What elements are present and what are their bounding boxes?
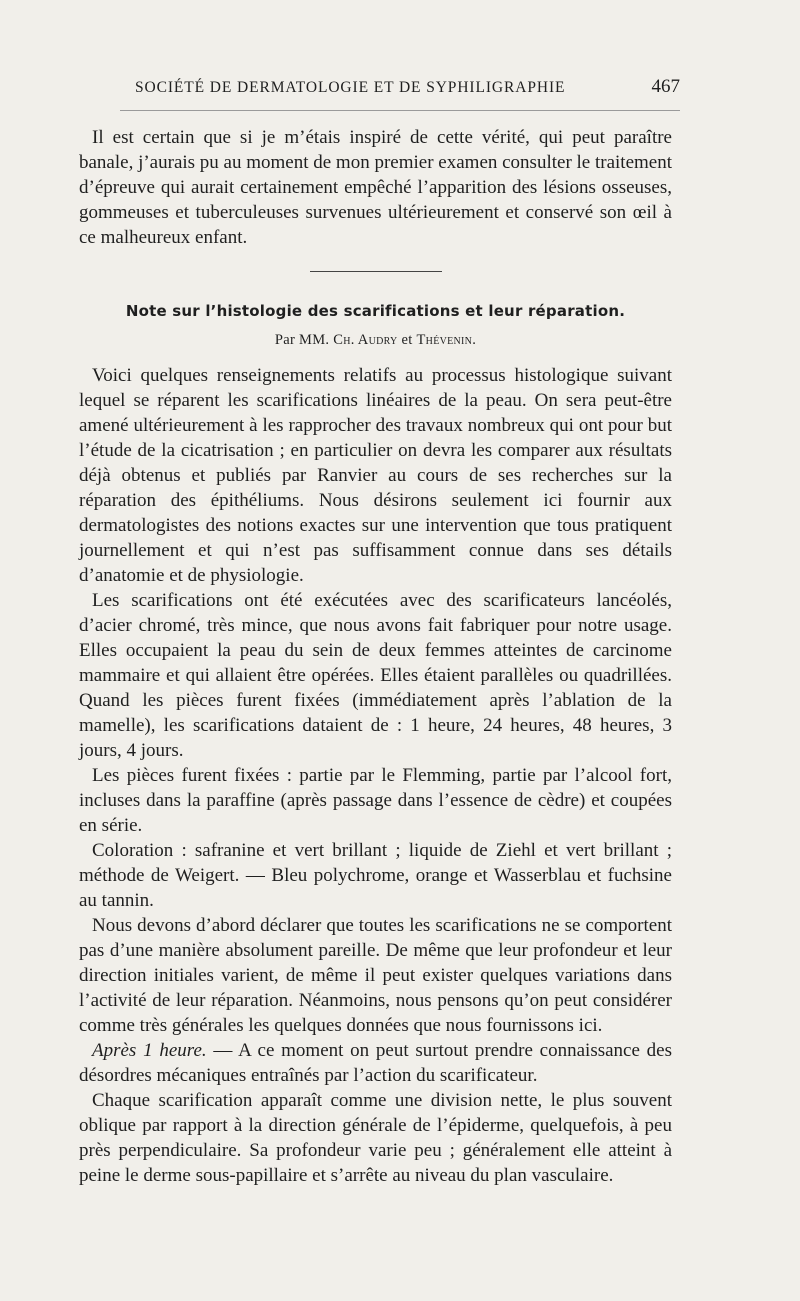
page-body [79, 125, 672, 1188]
after-1-hour-paragraph [79, 1038, 672, 1088]
final-paragraph: Chaque scarification apparaît comme une division nette, le plus souvent oblique par rapport à la direction générale de l’épiderme, quelquefois, à peu près perpendiculaire. Sa profondeur varie peu ; généralement elle atteint à peine le derme sous-papillaire et s’arrête au niveau du plan vasculaire. [79, 1090, 672, 1186]
page-number: 467 [651, 76, 680, 97]
body-paragraph: Nous devons d’abord déclarer que toutes les scarifications ne se comportent pas d’une manière absolument pareille. De même que leur profondeur et leur direction initiales varient, de même il peut exister quelques variations dans l’activité de leur réparation. Néanmoins, nous pensons qu’on peut considérer comme très générales les quelques données que nous fournissons ici. [79, 915, 672, 1036]
article-authors [79, 328, 672, 353]
body-paragraph: Les scarifications ont été exécutées avec des scarificateurs lancéolés, d’acier chromé, très mince, que nous avons fait fabriquer pour notre usage. Elles occupaient la peau du sein de deux femmes atteintes de carcinome mammaire et qui allaient être opérées. Elles étaient parallèles ou quadrillées. Quand les pièces furent fixées (immédiatement après l’ablation de la mamelle), les scarifications dataient de : 1 heure, 24 heures, 48 heures, 3 jours, 4 jours. [79, 590, 672, 761]
running-title: SOCIÉTÉ DE DERMATOLOGIE ET DE SYPHILIGRAPHIE [135, 79, 566, 96]
running-header [135, 76, 680, 98]
intro-paragraph: Il est certain que si je m’étais inspiré de cette vérité, qui peut paraître banale, j’aurais pu au moment de mon premier examen consulter le traitement d’épreuve qui aurait certainement empêché l’apparition des lésions osseuses, gommeuses et tuberculeuses survenues ultérieurement et conservé son œil à ce malheureux enfant. [79, 127, 672, 248]
body-paragraph: Voici quelques renseignements relatifs au processus histologique suivant lequel se réparent les scarifications linéaires de la peau. On sera peut-être amené ultérieurement à les rapprocher des travaux nombreux qui ont pour but l’étude de la cicatrisation ; en particulier on devra les comparer aux résultats déjà obtenus et publiés par Ranvier au cours de ses recherches sur la réparation des épithéliums. Nous désirons seulement ici fournir aux dermatologistes des notions exactes sur une intervention que tous pratiquent journellement et qui n’est pas suffisamment connue dans ses détails d’anatomie et de physiologie. [79, 365, 672, 586]
section-separator [310, 271, 442, 272]
body-paragraph: Les pièces furent fixées : partie par le Flemming, partie par l’alcool fort, incluses dans la paraffine (après passage dans l’essence de cèdre) et coupées en série. [79, 765, 672, 836]
header-rule [120, 110, 680, 111]
authors-prefix: Par MM. [274, 332, 330, 348]
author-audry: Ch. Audry [333, 332, 398, 348]
article-title: Note sur l’histologie des scarifications et leur réparation. [125, 302, 626, 320]
body-paragraph: Coloration : safranine et vert brillant ; liquide de Ziehl et vert brillant ; méthode de Weigert. — Bleu polychrome, orange et Wasserblau et fuchsine au tannin. [79, 840, 672, 911]
after-1-hour-label: Après 1 heure. [92, 1040, 207, 1061]
authors-conjunction: et [401, 332, 413, 348]
after-1-hour-text: — A ce moment on peut surtout prendre connaissance des désordres mécaniques entraînés par l’action du scarificateur. [79, 1040, 672, 1086]
author-thevenin: Thévenin. [416, 332, 477, 348]
